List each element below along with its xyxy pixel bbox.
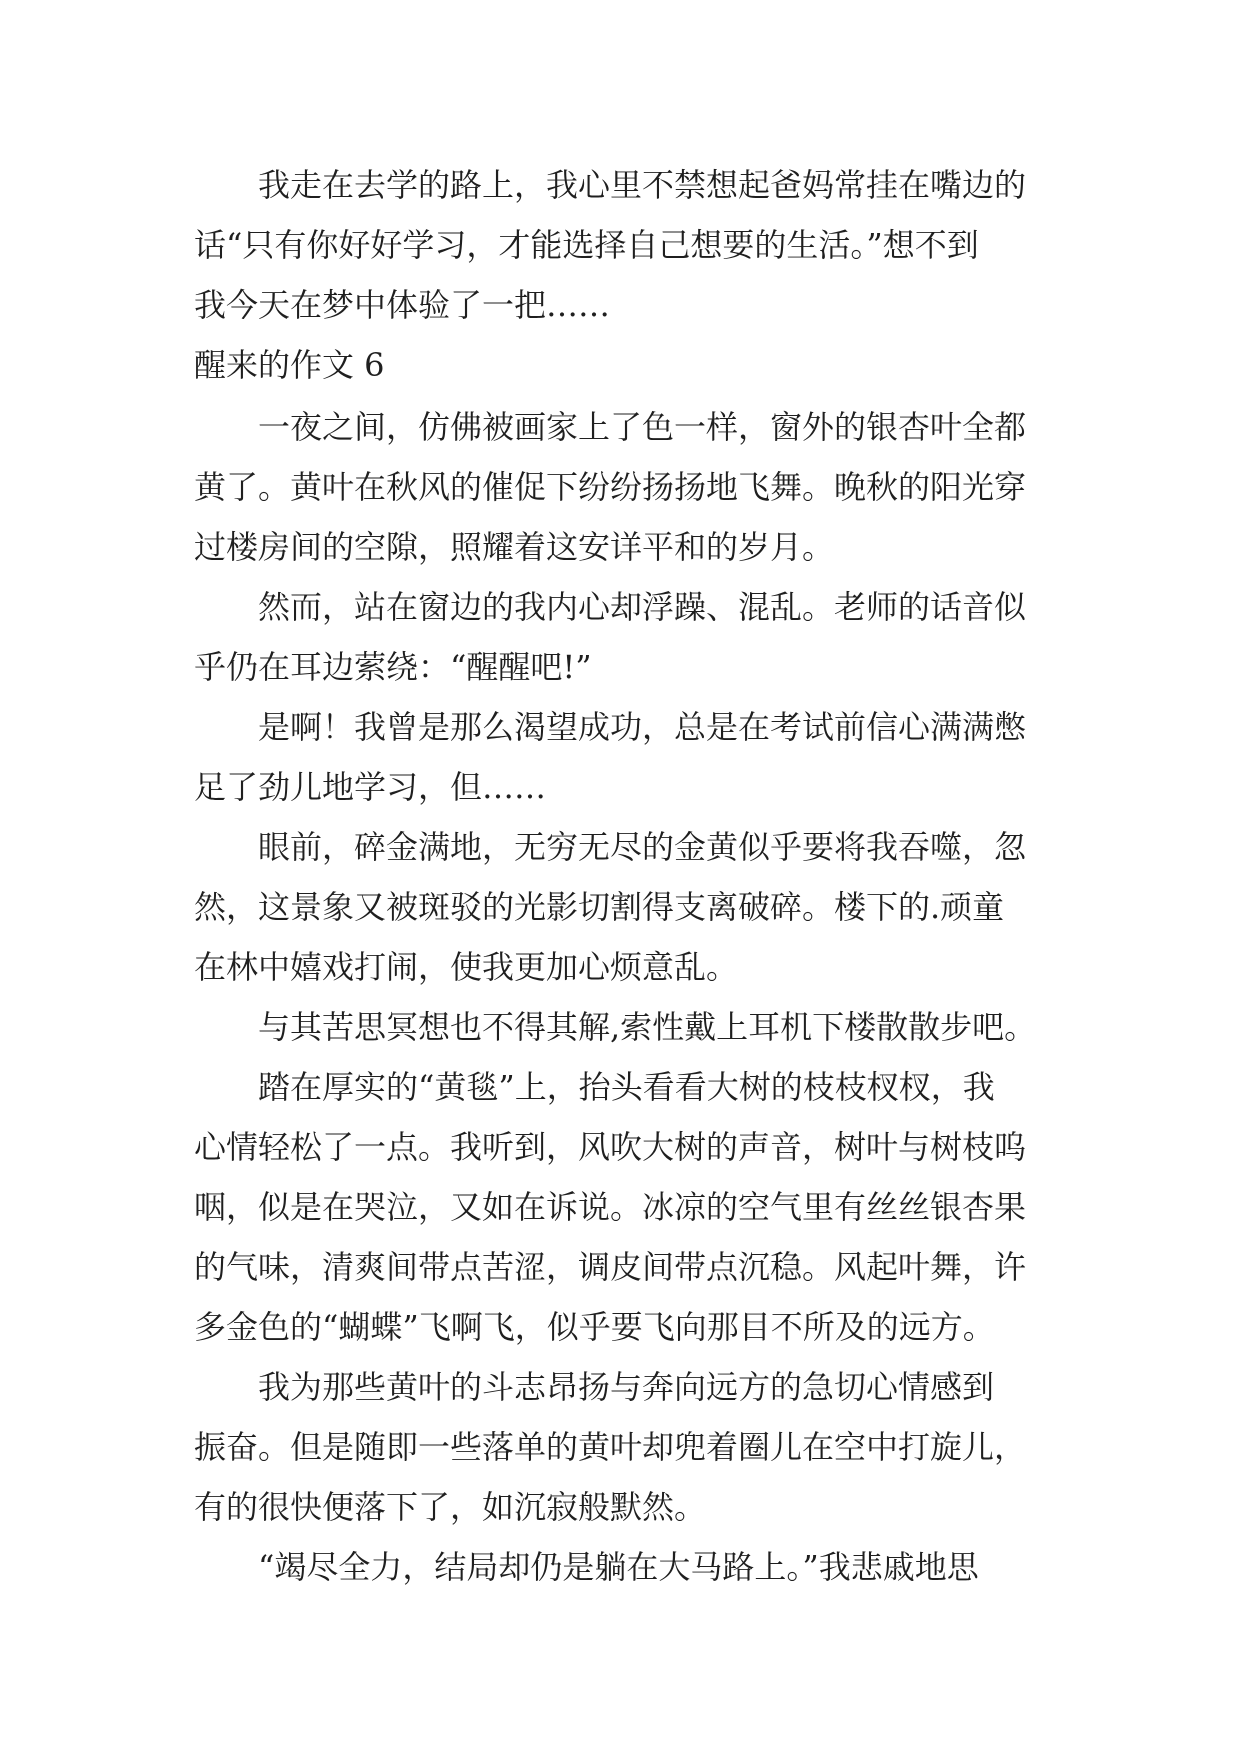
paragraph-line: 眼前，碎金满地，无穷无尽的金黄似乎要将我吞噬，忽	[258, 828, 1027, 866]
paragraph-line: 乎仍在耳边萦绕：“醒醒吧!”	[194, 648, 592, 686]
paragraph-line: “竭尽全力，结局却仍是躺在大马路上。”我悲戚地思	[258, 1548, 979, 1586]
paragraph-line: 话“只有你好好学习，才能选择自己想要的生活。”想不到	[194, 226, 979, 264]
section-heading: 醒来的作文 6	[194, 346, 385, 384]
paragraph-line: 我今天在梦中体验了一把……	[194, 286, 611, 324]
paragraph-line: 我走在去学的路上，我心里不禁想起爸妈常挂在嘴边的	[258, 166, 1027, 204]
paragraph-line: 足了劲儿地学习，但……	[194, 768, 547, 806]
paragraph-line: 然而，站在窗边的我内心却浮躁、混乱。老师的话音似	[258, 588, 1027, 626]
paragraph-line: 与其苦思冥想也不得其解,索性戴上耳机下楼散散步吧。	[258, 1008, 1037, 1046]
paragraph-line: 过楼房间的空隙，照耀着这安详平和的岁月。	[194, 528, 835, 566]
paragraph-line: 在林中嬉戏打闹，使我更加心烦意乱。	[194, 948, 739, 986]
paragraph-line: 然，这景象又被斑驳的光影切割得支离破碎。楼下的.顽童	[194, 888, 1005, 926]
paragraph-line: 振奋。但是随即一些落单的黄叶却兜着圈儿在空中打旋儿，	[194, 1428, 1027, 1466]
paragraph-line: 是啊！我曾是那么渴望成功，总是在考试前信心满满憋	[258, 708, 1027, 746]
paragraph-line: 黄了。黄叶在秋风的催促下纷纷扬扬地飞舞。晚秋的阳光穿	[194, 468, 1027, 506]
paragraph-line: 一夜之间，仿佛被画家上了色一样，窗外的银杏叶全都	[258, 408, 1027, 446]
paragraph-line: 咽，似是在哭泣，又如在诉说。冰凉的空气里有丝丝银杏果	[194, 1188, 1027, 1226]
paragraph-line: 我为那些黄叶的斗志昂扬与奔向远方的急切心情感到	[258, 1368, 995, 1406]
paragraph-line: 有的很快便落下了，如沉寂般默然。	[194, 1488, 707, 1526]
paragraph-line: 踏在厚实的“黄毯”上，抬头看看大树的枝枝杈杈，我	[258, 1068, 995, 1106]
paragraph-line: 的气味，清爽间带点苦涩，调皮间带点沉稳。风起叶舞，许	[194, 1248, 1027, 1286]
paragraph-line: 多金色的“蝴蝶”飞啊飞，似乎要飞向那目不所及的远方。	[194, 1308, 995, 1346]
paragraph-line: 心情轻松了一点。我听到，风吹大树的声音，树叶与树枝呜	[194, 1128, 1027, 1166]
